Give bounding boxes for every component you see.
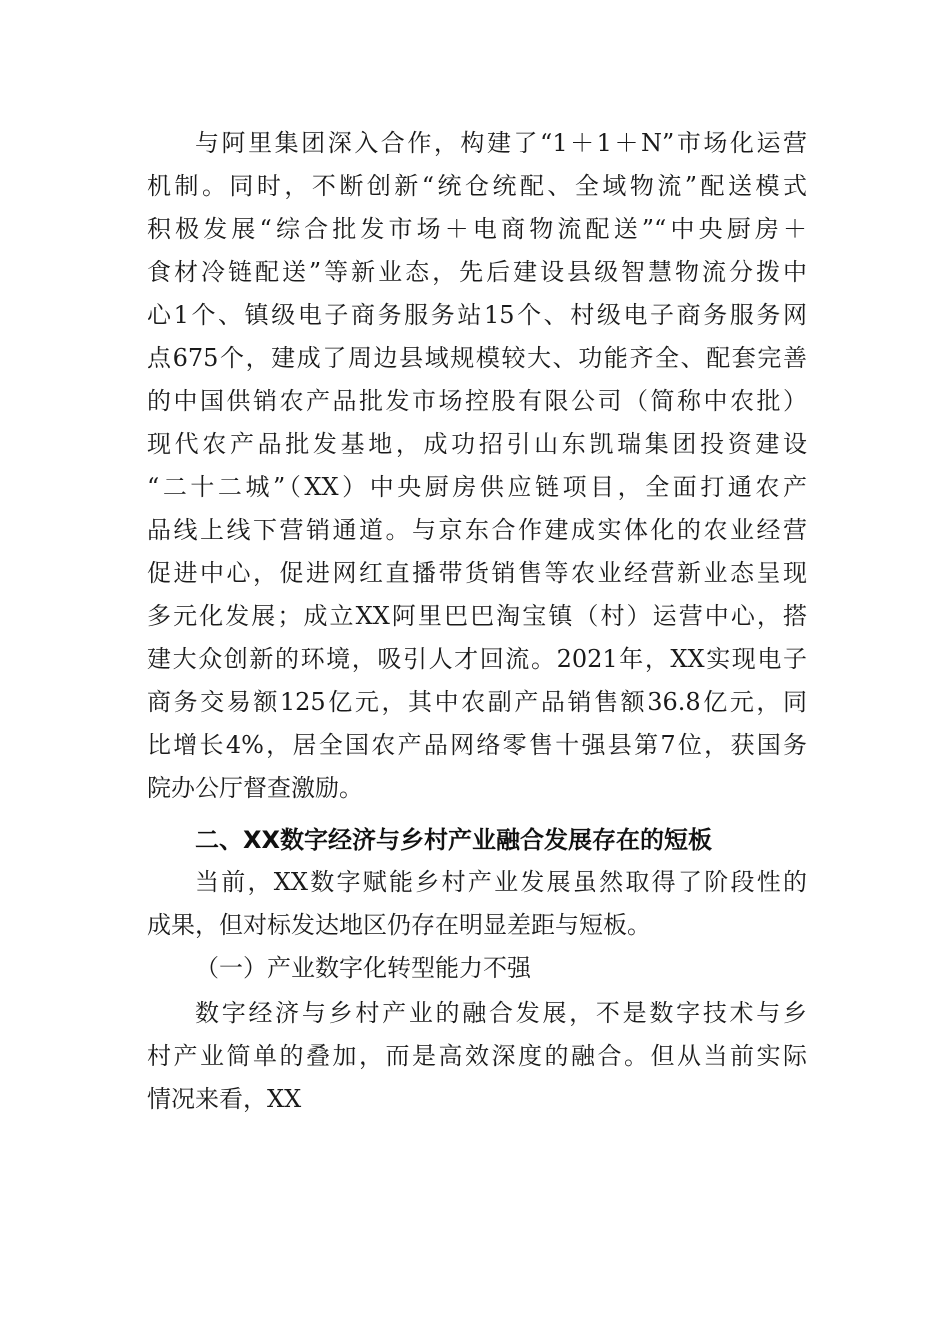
paragraph-line: 院办公厅督查激励。 [147, 774, 363, 802]
paragraph-line: 的中国供销农产品批发市场控股有限公司（简称中农批） [147, 387, 807, 415]
paragraph-line: 促进中心，促进网红直播带货销售等农业经营新业态呈现 [147, 559, 807, 587]
paragraph-line: 比增长4%，居全国农产品网络零售十强县第7位，获国务 [147, 731, 807, 759]
subsection-heading: （一）产业数字化转型能力不强 [195, 954, 531, 982]
paragraph-line: 成果，但对标发达地区仍存在明显差距与短板。 [147, 911, 651, 939]
paragraph-line: 品线上线下营销通道。与京东合作建成实体化的农业经营 [147, 516, 807, 544]
paragraph-line: 积极发展“综合批发市场＋电商物流配送”“中央厨房＋ [147, 215, 807, 243]
paragraph-line: 数字经济与乡村产业的融合发展，不是数字技术与乡 [195, 999, 807, 1027]
section-heading: 二、XX数字经济与乡村产业融合发展存在的短板 [195, 826, 713, 854]
paragraph-line: 商务交易额125亿元，其中农副产品销售额36.8亿元，同 [147, 688, 807, 716]
paragraph-line: 现代农产品批发基地，成功招引山东凯瑞集团投资建设 [147, 430, 807, 458]
paragraph-line: 点675个，建成了周边县域规模较大、功能齐全、配套完善 [147, 344, 807, 372]
paragraph-line: 建大众创新的环境，吸引人才回流。2021年，XX实现电子 [147, 645, 807, 673]
paragraph-line: 村产业简单的叠加，而是高效深度的融合。但从当前实际 [147, 1042, 807, 1070]
paragraph-line: 心1个、镇级电子商务服务站15个、村级电子商务服务网 [147, 301, 807, 329]
paragraph-line: 机制。同时，不断创新“统仓统配、全域物流”配送模式 [147, 172, 807, 200]
paragraph-line: “二十二城”（XX）中央厨房供应链项目，全面打通农产 [147, 473, 807, 501]
paragraph-line: 多元化发展；成立XX阿里巴巴淘宝镇（村）运营中心，搭 [147, 602, 807, 630]
paragraph-line: 食材冷链配送”等新业态，先后建设县级智慧物流分拨中 [147, 258, 807, 286]
paragraph-line: 与阿里集团深入合作，构建了“1＋1＋N”市场化运营 [195, 129, 807, 157]
paragraph-line: 当前，XX数字赋能乡村产业发展虽然取得了阶段性的 [195, 868, 807, 896]
paragraph-line: 情况来看，XX [147, 1085, 302, 1113]
